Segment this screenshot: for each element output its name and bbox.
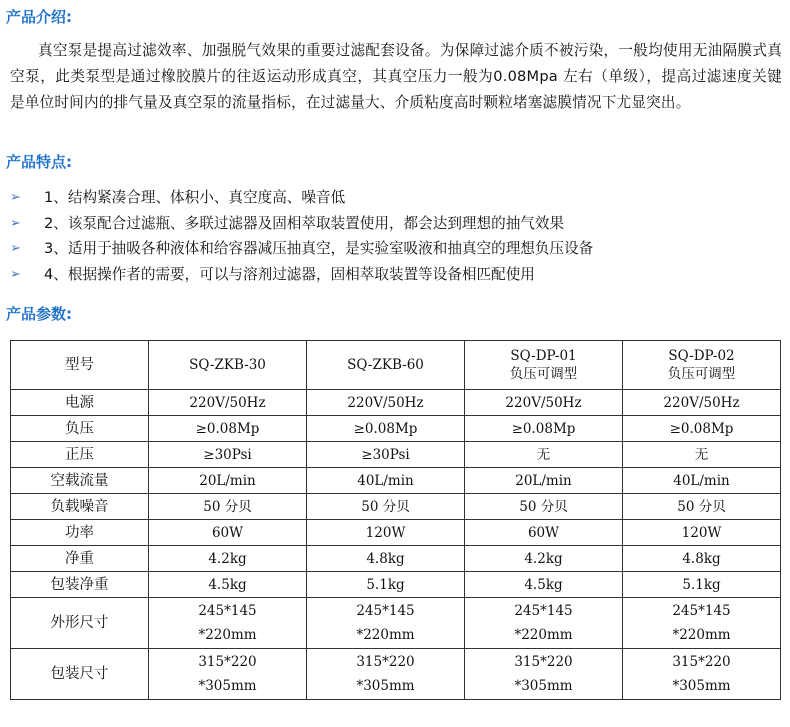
cell-text: 4.2kg <box>208 550 247 567</box>
row-label: 净重 <box>11 546 149 572</box>
row-label: 包装净重 <box>11 572 149 598</box>
cell-text: 20L/min <box>199 472 256 489</box>
feature-text: 2、该泵配合过滤瓶、多联过滤器及固相萃取装置使用，都会达到理想的抽气效果 <box>44 214 565 232</box>
value-cell <box>623 598 781 649</box>
params-heading: 产品参数: <box>6 305 72 323</box>
value-cell <box>307 520 465 546</box>
value-cell <box>149 442 307 468</box>
cell-text: 220V/50Hz <box>347 394 424 411</box>
value-cell <box>307 649 465 700</box>
cell-text: *305mm <box>514 678 573 694</box>
cell-text: 50 分贝 <box>519 498 568 515</box>
value-cell <box>623 416 781 442</box>
arrow-right-icon: ➢ <box>10 190 21 205</box>
cell-text: 220V/50Hz <box>663 394 740 411</box>
cell-text: *220mm <box>356 627 415 643</box>
value-cell <box>149 520 307 546</box>
table-row <box>11 390 781 416</box>
params-table <box>10 340 781 700</box>
row-label: 包装尺寸 <box>11 649 149 700</box>
table-header-row <box>11 341 781 390</box>
cell-text: 无 <box>536 446 551 463</box>
row-label: 正压 <box>11 442 149 468</box>
table-row <box>11 649 781 700</box>
table-row <box>11 546 781 572</box>
value-cell <box>307 468 465 494</box>
cell-text: *220mm <box>514 627 573 643</box>
feature-item <box>10 211 593 237</box>
cell-text: 220V/50Hz <box>189 394 266 411</box>
cell-text: 245*145 <box>672 603 731 619</box>
table-row <box>11 468 781 494</box>
row-label: 电源 <box>11 390 149 416</box>
cell-text: 负压可调型 <box>509 366 578 382</box>
table-row <box>11 572 781 598</box>
arrow-right-icon: ➢ <box>10 241 21 256</box>
cell-text: 50 分贝 <box>361 498 410 515</box>
value-cell <box>307 598 465 649</box>
model-cell <box>307 341 465 390</box>
cell-text: ≥0.08Mp <box>195 420 260 437</box>
cell-text: 50 分贝 <box>203 498 252 515</box>
cell-text: ≥30Psi <box>203 446 252 463</box>
value-cell <box>149 468 307 494</box>
cell-text: 5.1kg <box>682 576 721 593</box>
cell-text: 4.5kg <box>208 576 247 593</box>
arrow-right-icon: ➢ <box>10 215 21 231</box>
cell-text: 40L/min <box>673 472 730 489</box>
feature-text: 1、结构紧凑合理、体积小、真空度高、噪音低 <box>44 189 346 206</box>
cell-text: 20L/min <box>515 472 572 489</box>
value-cell <box>623 572 781 598</box>
intro-heading: 产品介绍: <box>6 8 72 26</box>
value-cell <box>149 390 307 416</box>
table-row <box>11 416 781 442</box>
cell-text: 315*220 <box>198 654 257 670</box>
value-cell <box>149 649 307 700</box>
value-cell <box>149 572 307 598</box>
value-cell <box>465 520 623 546</box>
value-cell <box>465 649 623 700</box>
cell-text: 4.5kg <box>524 576 563 593</box>
cell-text: 60W <box>211 524 244 541</box>
value-cell <box>307 494 465 520</box>
cell-text: 4.8kg <box>366 550 405 567</box>
feature-item <box>10 185 593 211</box>
cell-text: ≥0.08Mp <box>353 420 418 437</box>
value-cell <box>307 546 465 572</box>
row-label: 外形尺寸 <box>11 598 149 649</box>
value-cell <box>149 494 307 520</box>
cell-text: 4.8kg <box>682 550 721 567</box>
cell-text: 120W <box>365 524 406 541</box>
cell-text: *220mm <box>198 627 257 643</box>
row-label: 负载噪音 <box>11 494 149 520</box>
cell-text: 315*220 <box>514 654 573 670</box>
cell-text: 120W <box>681 524 722 541</box>
feature-text: 3、适用于抽吸各种液体和给容器减压抽真空，是实验室吸液和抽真空的理想负压设备 <box>44 240 594 257</box>
feature-text: 4、根据操作者的需要，可以与溶剂过滤器，固相萃取装置等设备相匹配使用 <box>44 265 535 283</box>
cell-text: 4.2kg <box>524 550 563 567</box>
cell-text: *305mm <box>672 678 731 694</box>
intro-paragraph: 真空泵是提高过滤效率、加强脱气效果的重要过滤配套设备。为保障过滤介质不被污染，一般均使用无油隔膜式真空泵，此类泵型是通过橡胶膜片的往返运动形成真空，其真空压力一般为0.08Mpa 左右（单级），提高过滤速度关键是单位时间内的排气量及真空泵的流量指标，在过滤量大、介质粘度高时颗粒堵塞滤膜情况下尤显突出。 <box>10 42 782 111</box>
model-cell <box>623 341 781 390</box>
value-cell <box>465 546 623 572</box>
value-cell <box>149 546 307 572</box>
row-label: 功率 <box>11 520 149 546</box>
cell-text: ≥30Psi <box>361 446 410 463</box>
value-cell <box>623 442 781 468</box>
value-cell <box>149 598 307 649</box>
value-cell <box>623 390 781 416</box>
cell-text: SQ-DP-02 <box>668 348 735 364</box>
cell-text: SQ-ZKB-30 <box>189 357 266 373</box>
value-cell <box>465 572 623 598</box>
value-cell <box>623 546 781 572</box>
value-cell <box>465 416 623 442</box>
cell-text: SQ-DP-01 <box>510 348 577 364</box>
cell-text: *305mm <box>356 678 415 694</box>
cell-text: 245*145 <box>356 603 415 619</box>
cell-text: 50 分贝 <box>677 498 726 515</box>
cell-text: 60W <box>527 524 560 541</box>
table-row <box>11 520 781 546</box>
value-cell <box>307 442 465 468</box>
cell-text: ≥0.08Mp <box>669 420 734 437</box>
arrow-right-icon: ➢ <box>10 266 21 282</box>
features-list <box>10 185 593 287</box>
table-row <box>11 442 781 468</box>
table-row <box>11 598 781 649</box>
value-cell <box>623 468 781 494</box>
value-cell <box>465 442 623 468</box>
row-label: 型号 <box>11 341 149 390</box>
value-cell <box>465 598 623 649</box>
cell-text: 无 <box>694 446 709 463</box>
value-cell <box>307 390 465 416</box>
value-cell <box>623 649 781 700</box>
cell-text: 负压可调型 <box>667 366 736 382</box>
model-cell <box>149 341 307 390</box>
cell-text: 220V/50Hz <box>505 394 582 411</box>
row-label: 空载流量 <box>11 468 149 494</box>
features-heading: 产品特点: <box>6 153 72 171</box>
value-cell <box>465 390 623 416</box>
model-cell <box>465 341 623 390</box>
value-cell <box>623 520 781 546</box>
cell-text: 315*220 <box>356 654 415 670</box>
cell-text: ≥0.08Mp <box>511 420 576 437</box>
cell-text: 245*145 <box>198 603 257 619</box>
value-cell <box>623 494 781 520</box>
feature-item <box>10 262 593 288</box>
cell-text: 245*145 <box>514 603 573 619</box>
value-cell <box>465 468 623 494</box>
table-row <box>11 494 781 520</box>
cell-text: *220mm <box>672 627 731 643</box>
value-cell <box>149 416 307 442</box>
value-cell <box>307 572 465 598</box>
cell-text: 315*220 <box>672 654 731 670</box>
cell-text: *305mm <box>198 678 257 694</box>
row-label: 负压 <box>11 416 149 442</box>
value-cell <box>465 494 623 520</box>
cell-text: 40L/min <box>357 472 414 489</box>
cell-text: 5.1kg <box>366 576 405 593</box>
cell-text: SQ-ZKB-60 <box>347 357 424 373</box>
feature-item <box>10 236 593 262</box>
value-cell <box>307 416 465 442</box>
